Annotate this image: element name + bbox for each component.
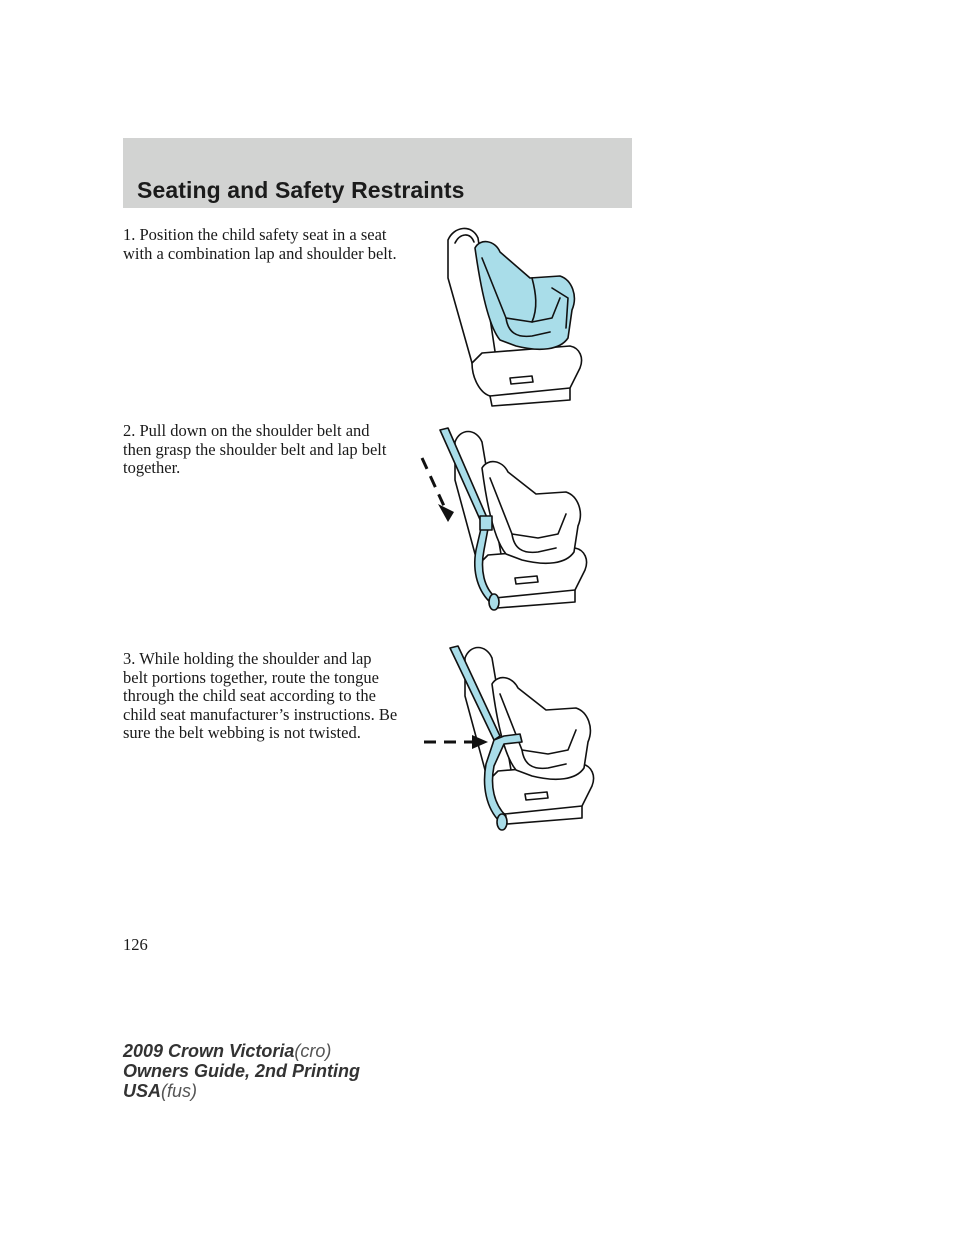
step-2-text: 2. Pull down on the shoulder belt and then grasp the shoulder belt and lap belt together. bbox=[123, 421, 387, 477]
footer-line-2 bbox=[123, 1061, 360, 1081]
pull-shoulder-belt-illustration bbox=[410, 420, 610, 615]
footer-model: 2009 Crown Victoria bbox=[123, 1041, 295, 1061]
route-belt-through-child-seat-illustration bbox=[410, 640, 615, 835]
section-title: Seating and Safety Restraints bbox=[137, 177, 465, 203]
footer-guide-edition: Owners Guide, 2nd Printing bbox=[123, 1061, 361, 1081]
footer-market-code: (fus) bbox=[161, 1081, 198, 1101]
footer-model-code: (cro) bbox=[294, 1041, 332, 1061]
step-3-text: 3. While holding the shoulder and lap belt portions together, route the tongue through the child seat according to the child seat manufacturer’s instructions. Be sure the belt webbing is not twisted. bbox=[123, 649, 398, 742]
child-seat-in-vehicle-seat-illustration bbox=[420, 218, 610, 413]
footer-line-3 bbox=[123, 1081, 360, 1101]
step-1-text: 1. Position the child safety seat in a seat with a combination lap and shoulder belt. bbox=[123, 225, 397, 263]
footer-market: USA bbox=[123, 1081, 162, 1101]
footer-line-1 bbox=[123, 1041, 360, 1061]
document-footer bbox=[123, 1041, 360, 1101]
page-number: 126 bbox=[123, 935, 148, 954]
